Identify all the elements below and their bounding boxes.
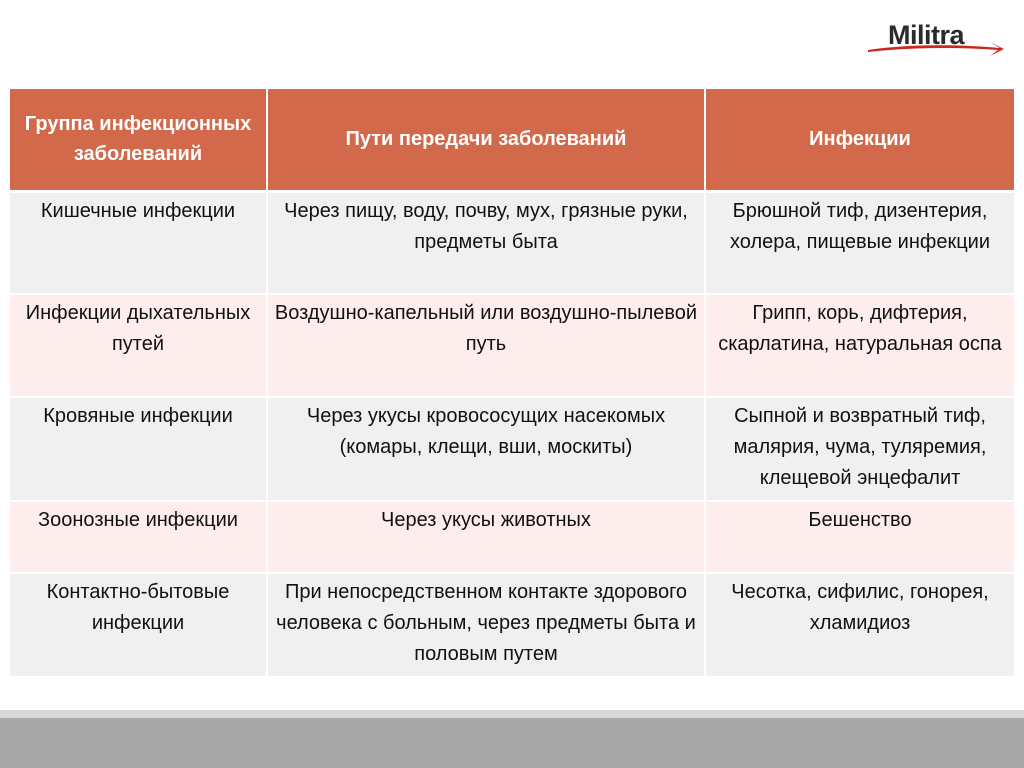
cell-transmission: Через укусы животных	[267, 501, 705, 573]
footer-divider	[0, 710, 1024, 718]
cell-group: Кровяные инфекции	[10, 397, 267, 501]
cell-group: Инфекции дыхательных путей	[10, 294, 267, 397]
header-infections: Инфекции	[705, 89, 1014, 191]
cell-infections: Грипп, корь, дифтерия, скарлатина, натуральная оспа	[705, 294, 1014, 397]
table-row	[10, 294, 1014, 397]
table-row	[10, 501, 1014, 573]
cell-transmission: При непосредственном контакте здорового человека с больным, через предметы быта и половым путем	[267, 573, 705, 677]
infections-table	[10, 89, 1014, 678]
header-group: Группа инфекционных заболеваний	[10, 89, 267, 191]
cell-infections: Брюшной тиф, дизентерия, холера, пищевые инфекции	[705, 191, 1014, 294]
cell-group: Кишечные инфекции	[10, 191, 267, 294]
table-row	[10, 191, 1014, 294]
cell-infections: Бешенство	[705, 501, 1014, 573]
footer-band	[0, 718, 1024, 768]
cell-group: Зоонозные инфекции	[10, 501, 267, 573]
logo-text: Militra	[888, 20, 965, 50]
cell-group: Контактно-бытовые инфекции	[10, 573, 267, 677]
cell-transmission: Через укусы кровососущих насекомых (комары, клещи, вши, москиты)	[267, 397, 705, 501]
table-header-row	[10, 89, 1014, 191]
table-row	[10, 573, 1014, 677]
header-transmission: Пути передачи заболеваний	[267, 89, 705, 191]
cell-transmission: Воздушно-капельный или воздушно-пылевой путь	[267, 294, 705, 397]
militra-logo	[858, 14, 1008, 64]
infections-table-container	[10, 89, 1014, 678]
cell-infections: Чесотка, сифилис, гонорея, хламидиоз	[705, 573, 1014, 677]
table-row	[10, 397, 1014, 501]
cell-transmission: Через пищу, воду, почву, мух, грязные руки, предметы быта	[267, 191, 705, 294]
cell-infections: Сыпной и возвратный тиф, малярия, чума, туляремия, клещевой энцефалит	[705, 397, 1014, 501]
